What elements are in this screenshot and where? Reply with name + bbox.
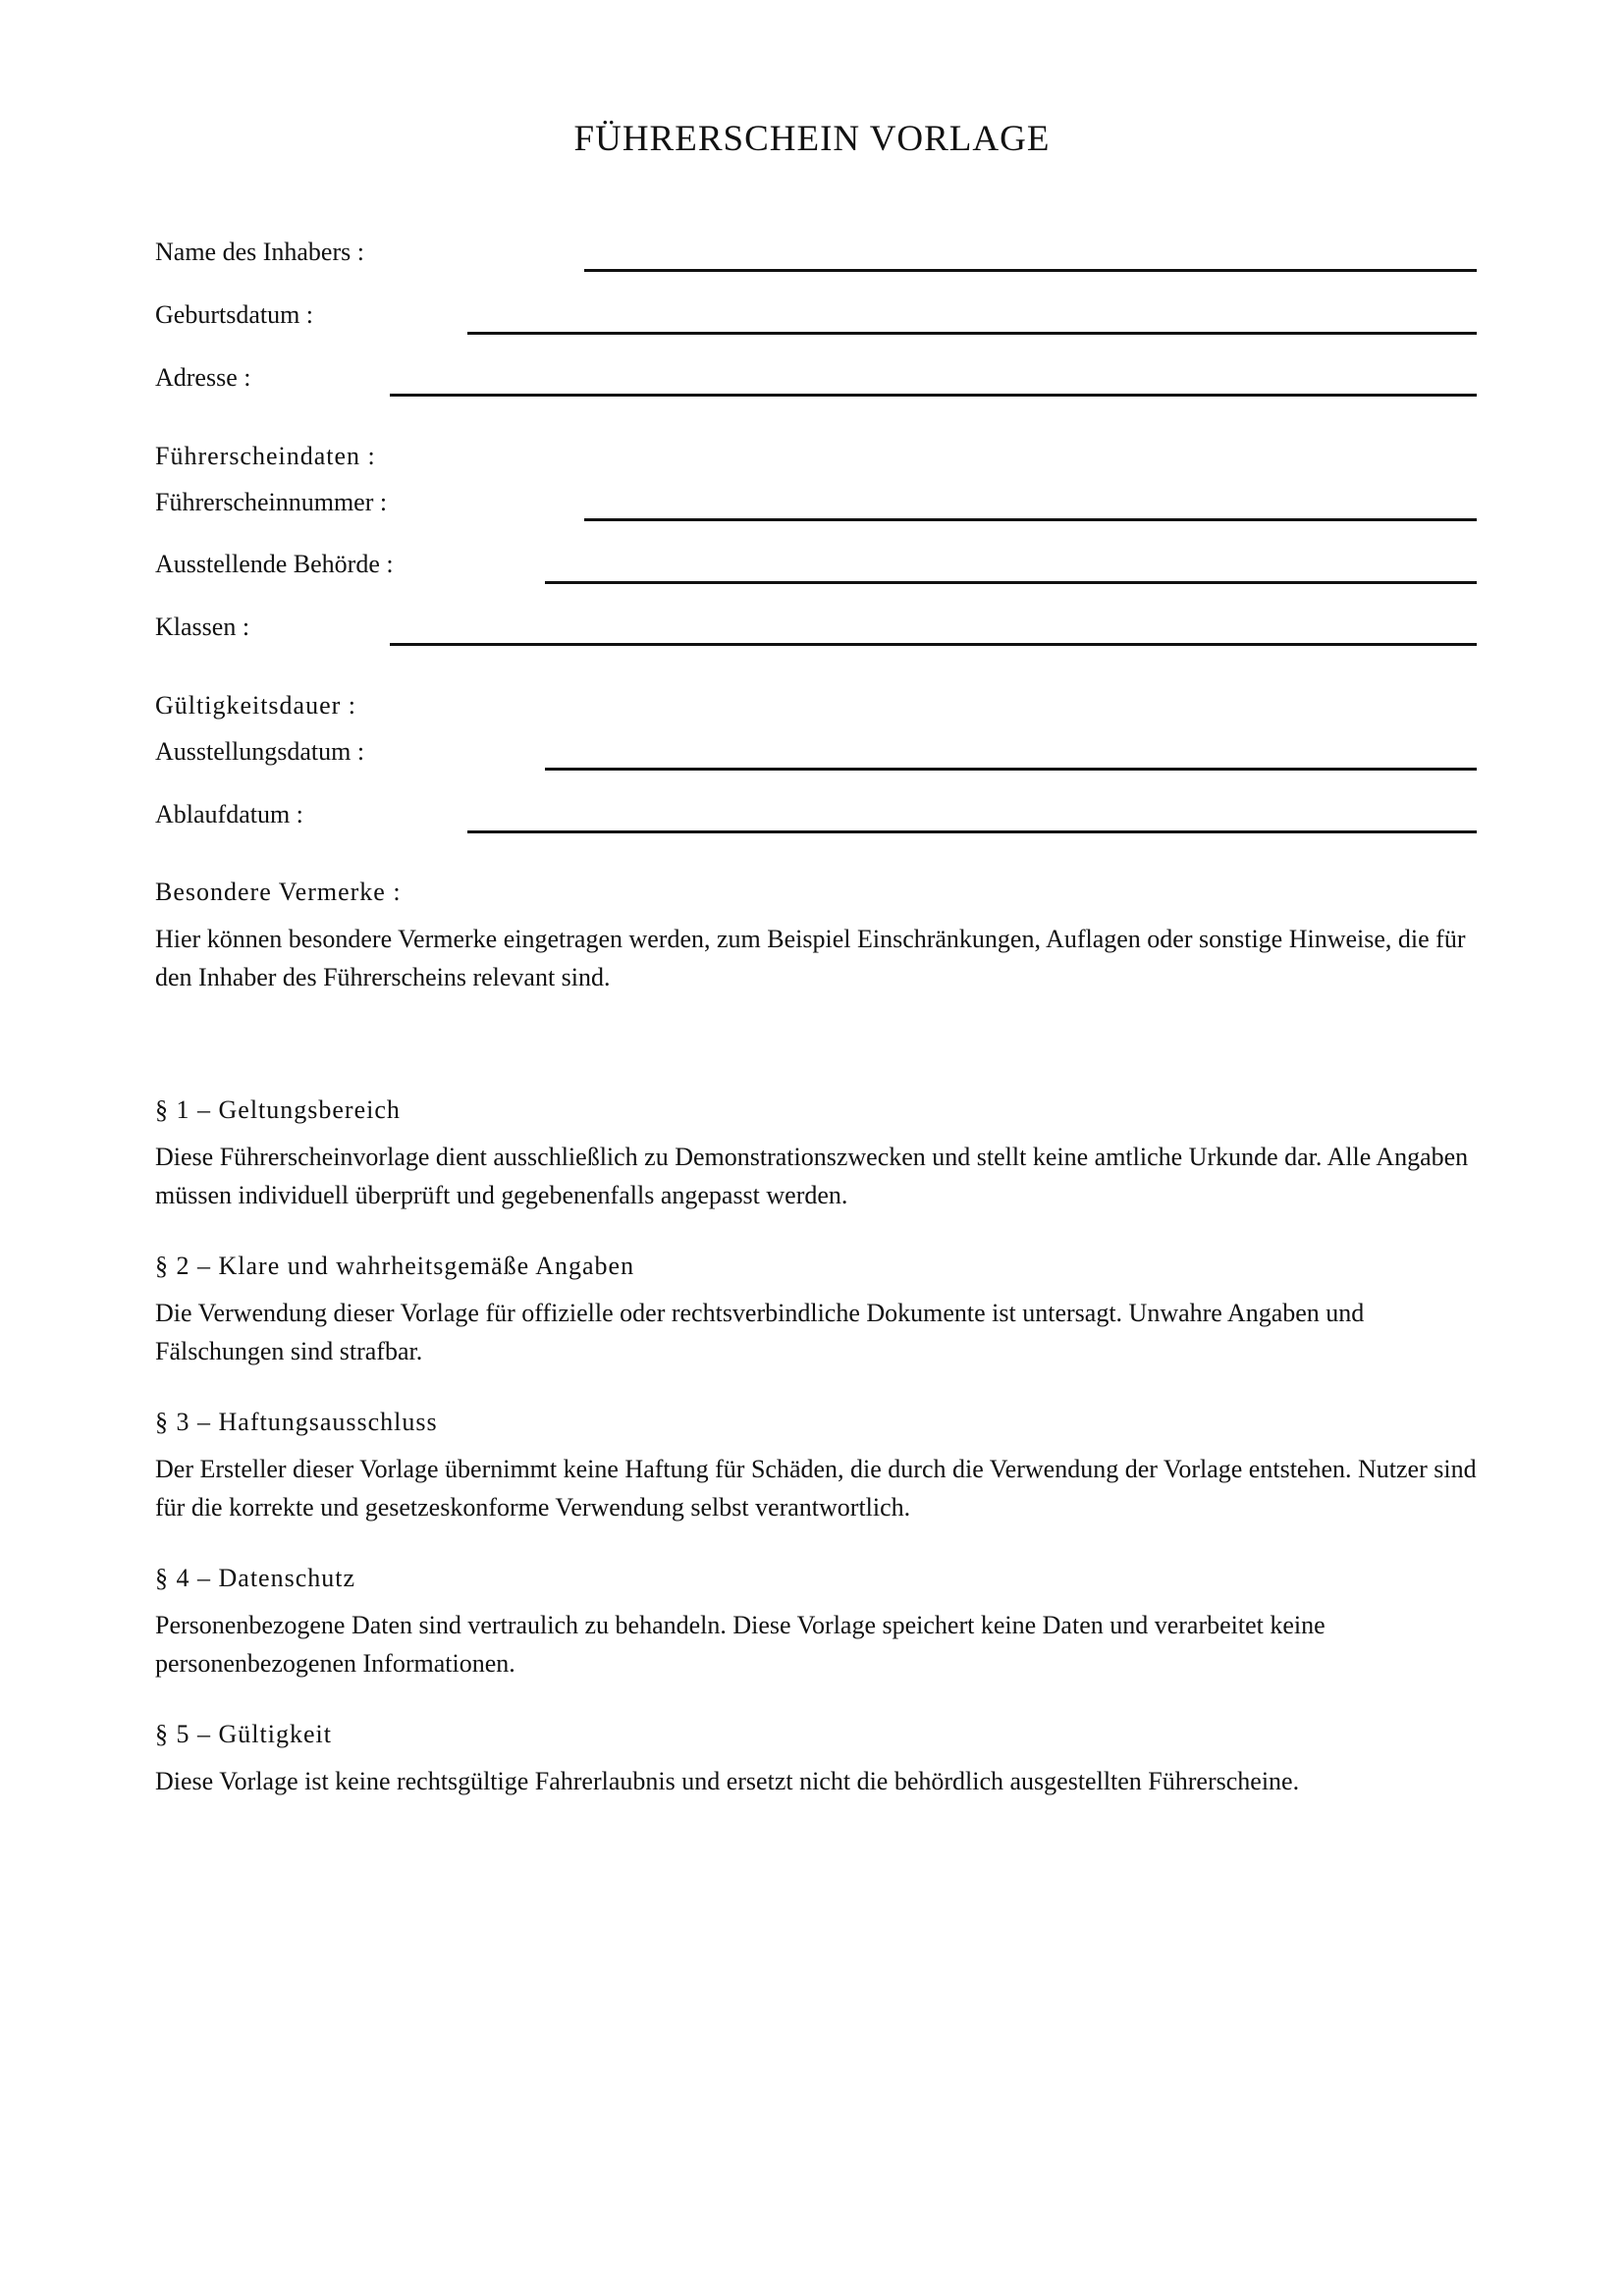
license-number-label: Führerscheinnummer : [155, 488, 388, 516]
section-1-text: Diese Führerscheinvorlage dient ausschließlich zu Demonstrationszwecken und stellt keine amtliche Urkunde dar. Alle Angaben müssen individuell überprüft und gegebenenfalls angepasst werden. [155, 1143, 1469, 1209]
section-3-text: Der Ersteller dieser Vorlage übernimmt keine Haftung für Schäden, die durch die Verwendung der Vorlage entstehen. Nutzer sind für die korrekte und gesetzeskonforme Verwendung selbst verantwortlich. [155, 1455, 1477, 1522]
address-field[interactable] [390, 394, 1477, 397]
expiry-date-field[interactable] [467, 830, 1477, 833]
birth-date-field[interactable] [467, 332, 1477, 335]
license-number-field[interactable] [584, 518, 1477, 521]
issuing-authority-label: Ausstellende Behörde : [155, 550, 394, 578]
birth-date-label: Geburtsdatum : [155, 300, 314, 329]
section-2-heading: § 2 – Klare und wahrheitsgemäße Angaben [155, 1252, 635, 1280]
section-4-heading: § 4 – Datenschutz [155, 1564, 356, 1592]
issue-date-label: Ausstellungsdatum : [155, 737, 365, 766]
address-label: Adresse : [155, 363, 251, 392]
license-classes-field[interactable] [390, 643, 1477, 646]
section-5-heading: § 5 – Gültigkeit [155, 1720, 332, 1748]
holder-name-label: Name des Inhabers : [155, 238, 364, 266]
issuing-authority-field[interactable] [545, 581, 1477, 584]
issue-date-field[interactable] [545, 768, 1477, 771]
holder-name-field[interactable] [584, 269, 1477, 272]
expiry-date-label: Ablaufdatum : [155, 800, 303, 828]
section-3-heading: § 3 – Haftungsausschluss [155, 1408, 438, 1436]
section-4-text: Personenbezogene Daten sind vertraulich zu behandeln. Diese Vorlage speichert keine Daten und verarbeitet keine personenbezogenen Informationen. [155, 1611, 1326, 1678]
section-2-text: Die Verwendung dieser Vorlage für offizielle oder rechtsverbindliche Dokumente ist untersagt. Unwahre Angaben und Fälschungen sind strafbar. [155, 1299, 1365, 1365]
section-1-heading: § 1 – Geltungsbereich [155, 1095, 401, 1124]
remarks-heading: Besondere Vermerke : [155, 878, 402, 906]
page-title: FÜHRERSCHEIN VORLAGE [573, 119, 1051, 159]
remarks-text: Hier können besondere Vermerke eingetragen werden, zum Beispiel Einschränkungen, Auflagen oder sonstige Hinweise, die für den Inhaber des Führerscheins relevant sind. [155, 925, 1466, 991]
validity-heading: Gültigkeitsdauer : [155, 691, 357, 720]
license-data-heading: Führerscheindaten : [155, 442, 376, 470]
license-classes-label: Klassen : [155, 613, 250, 641]
section-5-text: Diese Vorlage ist keine rechtsgültige Fahrerlaubnis und ersetzt nicht die behördlich ausgestellten Führerscheine. [155, 1767, 1300, 1795]
